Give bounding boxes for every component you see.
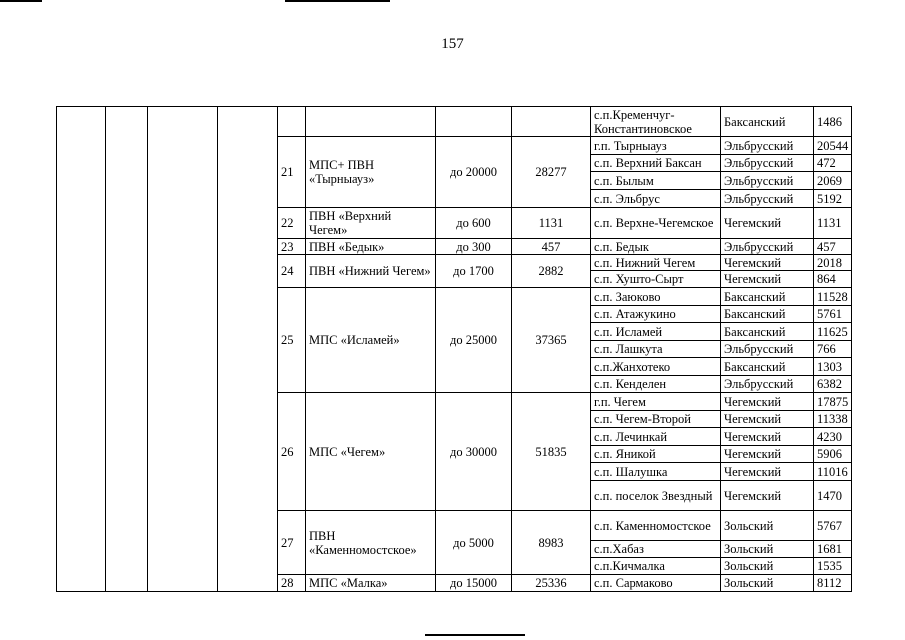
district-cell: Чегемский (721, 463, 814, 481)
settlement-cell: с.п. поселок Звездный (591, 481, 721, 511)
scan-artifact (0, 0, 42, 2)
empty-cell-col-b (106, 107, 148, 592)
settlement-cell: с.п.Жанхотеко (591, 358, 721, 376)
district-cell: Эльбрусский (721, 190, 814, 208)
count-cell: 4230 (814, 428, 852, 446)
settlement-cell: г.п. Тырныауз (591, 137, 721, 155)
count-cell: 5767 (814, 511, 852, 541)
row-number-cell: 28 (278, 575, 306, 592)
count-cell: 11625 (814, 323, 852, 341)
facility-name-cell: МПС «Исламей» (306, 288, 436, 393)
capacity-cell: до 20000 (436, 137, 512, 208)
population-cell: 28277 (512, 137, 591, 208)
facility-name-cell: МПС «Малка» (306, 575, 436, 592)
count-cell: 1131 (814, 208, 852, 239)
row-number-cell: 23 (278, 239, 306, 255)
district-cell: Эльбрусский (721, 376, 814, 393)
data-table (56, 106, 852, 592)
district-cell: Эльбрусский (721, 137, 814, 155)
settlement-cell: с.п. Яникой (591, 446, 721, 463)
count-cell: 11528 (814, 288, 852, 306)
settlement-cell: с.п. Нижний Чегем (591, 255, 721, 271)
empty-cell-col-a (57, 107, 106, 592)
facility-name-cell: ПВН «Бедык» (306, 239, 436, 255)
district-cell: Эльбрусский (721, 239, 814, 255)
count-cell: 5906 (814, 446, 852, 463)
count-cell: 1303 (814, 358, 852, 376)
district-cell: Чегемский (721, 393, 814, 411)
population-cell: 8983 (512, 511, 591, 575)
settlement-cell: с.п.Кременчуг-Константиновское (591, 107, 721, 137)
count-cell: 5761 (814, 306, 852, 323)
count-cell: 1470 (814, 481, 852, 511)
population-cell: 457 (512, 239, 591, 255)
settlement-cell: с.п. Эльбрус (591, 190, 721, 208)
facility-name-cell (306, 107, 436, 137)
capacity-cell: до 15000 (436, 575, 512, 592)
count-cell: 20544 (814, 137, 852, 155)
district-cell: Зольский (721, 541, 814, 558)
district-cell: Эльбрусский (721, 341, 814, 358)
district-cell: Чегемский (721, 255, 814, 271)
page-number: 157 (441, 36, 464, 52)
facility-name-cell: ПВН «Нижний Чегем» (306, 255, 436, 288)
capacity-cell: до 300 (436, 239, 512, 255)
count-cell: 1486 (814, 107, 852, 137)
district-cell: Зольский (721, 558, 814, 575)
district-cell: Баксанский (721, 323, 814, 341)
count-cell: 766 (814, 341, 852, 358)
count-cell: 2069 (814, 172, 852, 190)
settlement-cell: с.п. Верхний Баксан (591, 155, 721, 172)
population-cell: 51835 (512, 393, 591, 511)
empty-cell-col-d (218, 107, 278, 592)
count-cell: 864 (814, 271, 852, 288)
district-cell: Чегемский (721, 481, 814, 511)
district-cell: Зольский (721, 575, 814, 592)
settlement-cell: с.п. Лашкута (591, 341, 721, 358)
row-number-cell: 22 (278, 208, 306, 239)
district-cell: Зольский (721, 511, 814, 541)
facility-name-cell: ПВН «Верхний Чегем» (306, 208, 436, 239)
count-cell: 17875 (814, 393, 852, 411)
count-cell: 8112 (814, 575, 852, 592)
settlement-cell: с.п. Шалушка (591, 463, 721, 481)
settlement-cell: с.п. Атажукино (591, 306, 721, 323)
row-number-cell: 27 (278, 511, 306, 575)
population-cell: 25336 (512, 575, 591, 592)
capacity-cell: до 1700 (436, 255, 512, 288)
population-cell: 2882 (512, 255, 591, 288)
row-number-cell: 25 (278, 288, 306, 393)
settlement-cell: с.п. Былым (591, 172, 721, 190)
population-cell: 37365 (512, 288, 591, 393)
settlement-cell: с.п. Кенделен (591, 376, 721, 393)
settlement-cell: с.п. Каменномостское (591, 511, 721, 541)
empty-cell-col-c (148, 107, 218, 592)
count-cell: 5192 (814, 190, 852, 208)
capacity-cell: до 30000 (436, 393, 512, 511)
district-cell: Чегемский (721, 208, 814, 239)
scan-artifact (425, 634, 525, 636)
district-cell: Чегемский (721, 446, 814, 463)
table-body (57, 107, 852, 592)
district-cell: Баксанский (721, 358, 814, 376)
district-cell: Чегемский (721, 411, 814, 428)
capacity-cell (436, 107, 512, 137)
count-cell: 457 (814, 239, 852, 255)
capacity-cell: до 5000 (436, 511, 512, 575)
settlement-cell: с.п. Исламей (591, 323, 721, 341)
settlement-cell: с.п. Бедык (591, 239, 721, 255)
settlement-cell: с.п. Хушто-Сырт (591, 271, 721, 288)
district-cell: Эльбрусский (721, 155, 814, 172)
capacity-cell: до 600 (436, 208, 512, 239)
scan-artifact (285, 0, 390, 2)
district-cell: Эльбрусский (721, 172, 814, 190)
district-cell: Баксанский (721, 288, 814, 306)
settlement-cell: г.п. Чегем (591, 393, 721, 411)
settlement-cell: с.п.Хабаз (591, 541, 721, 558)
settlement-cell: с.п. Заюково (591, 288, 721, 306)
settlement-cell: с.п. Верхне-Чегемское (591, 208, 721, 239)
settlement-cell: с.п. Сармаково (591, 575, 721, 592)
district-cell: Баксанский (721, 107, 814, 137)
row-number-cell: 21 (278, 137, 306, 208)
table-row (57, 107, 852, 137)
facility-name-cell: МПС+ ПВН «Тырныауз» (306, 137, 436, 208)
population-cell: 1131 (512, 208, 591, 239)
row-number-cell: 26 (278, 393, 306, 511)
count-cell: 472 (814, 155, 852, 172)
count-cell: 1535 (814, 558, 852, 575)
row-number-cell: 24 (278, 255, 306, 288)
district-cell: Чегемский (721, 428, 814, 446)
count-cell: 6382 (814, 376, 852, 393)
count-cell: 11016 (814, 463, 852, 481)
count-cell: 1681 (814, 541, 852, 558)
settlement-cell: с.п. Лечинкай (591, 428, 721, 446)
row-number-cell (278, 107, 306, 137)
settlement-cell: с.п.Кичмалка (591, 558, 721, 575)
population-cell (512, 107, 591, 137)
count-cell: 2018 (814, 255, 852, 271)
count-cell: 11338 (814, 411, 852, 428)
facility-name-cell: МПС «Чегем» (306, 393, 436, 511)
district-cell: Баксанский (721, 306, 814, 323)
capacity-cell: до 25000 (436, 288, 512, 393)
facility-name-cell: ПВН «Каменномостское» (306, 511, 436, 575)
settlement-cell: с.п. Чегем-Второй (591, 411, 721, 428)
district-cell: Чегемский (721, 271, 814, 288)
